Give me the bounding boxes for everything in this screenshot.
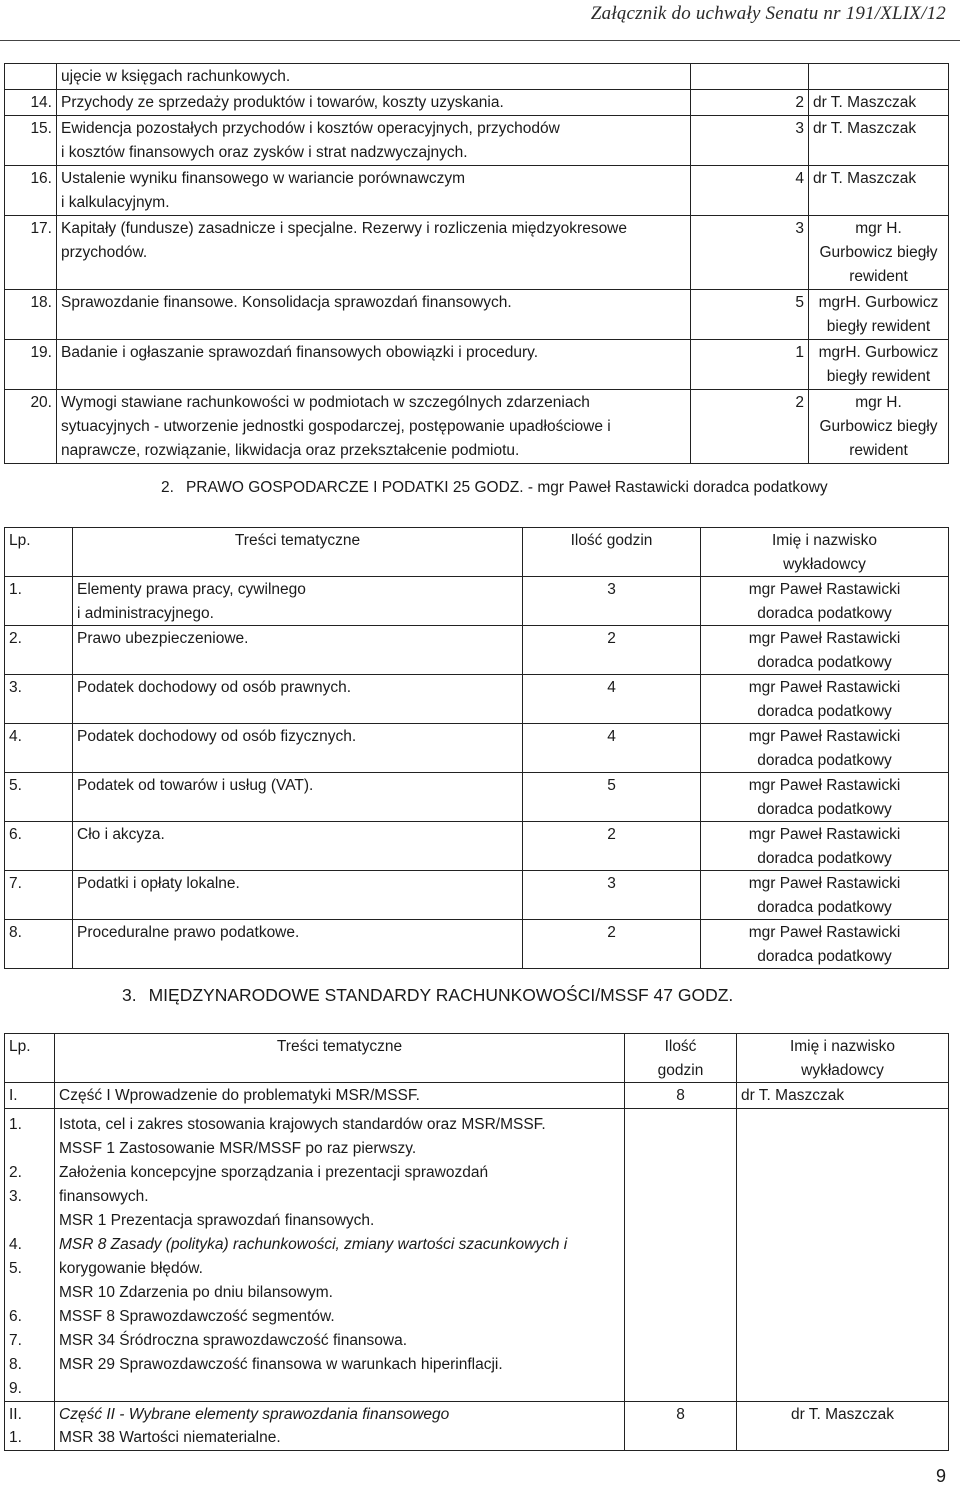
table-row: [5, 920, 949, 969]
course-table-2: [4, 527, 949, 969]
header-topic: Treści tematyczne: [73, 528, 523, 577]
row-hours: 1: [691, 340, 809, 390]
row-number: 1.: [5, 577, 73, 626]
row-hours: 2: [691, 90, 809, 116]
table-row: [5, 626, 949, 675]
part-topic: [55, 1401, 625, 1450]
row-lecturer: [809, 290, 949, 340]
topic-line: Ustalenie wyniku finansowego w wariancie porównawczym: [61, 170, 466, 187]
row-topic: [57, 116, 691, 166]
row-number: 16.: [5, 166, 57, 216]
lecturer-line: doradca podatkowy: [757, 800, 892, 818]
item-lecturer: [737, 1108, 949, 1401]
table-row: [5, 216, 949, 290]
row-hours: 3: [523, 871, 701, 920]
topic-line: i kosztów finansowych oraz zysków i strat nadzwyczajnych.: [61, 144, 468, 161]
lecturer-line: mgr Paweł Rastawicki: [748, 777, 901, 794]
item-line: Istota, cel i zakres stosowania krajowych standardów oraz MSR/MSSF.: [59, 1115, 546, 1133]
lecturer-line: mgrH. Gurbowicz: [818, 294, 939, 311]
table-row: [5, 116, 949, 166]
table-row: [5, 90, 949, 116]
row-number: 19.: [5, 340, 57, 390]
row-topic: Podatek dochodowy od osób prawnych.: [73, 675, 523, 724]
item-number: 4.: [9, 1235, 22, 1253]
topic-line: Wymogi stawiane rachunkowości w podmiotach w szczególnych zdarzeniach: [61, 394, 590, 411]
item-line: MSR 34 Śródroczna sprawozdawczość finansowa.: [59, 1331, 408, 1349]
item-number: [9, 1209, 50, 1233]
row-lecturer: [809, 390, 949, 464]
row-topic: [57, 166, 691, 216]
part-number: [5, 1401, 55, 1450]
row-hours: 3: [691, 116, 809, 166]
row-lecturer: [809, 64, 949, 90]
row-lecturer: [701, 626, 949, 675]
row-lecturer: [701, 773, 949, 822]
item-line: MSR 1 Prezentacja sprawozdań finansowych.: [59, 1211, 375, 1229]
item-number: 1.: [9, 1115, 22, 1133]
item-line: MSR 10 Zdarzenia po dniu bilansowym.: [59, 1283, 333, 1301]
part-lecturer: dr T. Maszczak: [737, 1083, 949, 1109]
topic-line: i administracyjnego.: [77, 604, 214, 622]
item-hours: [625, 1108, 737, 1401]
lecturer-line: mgr Paweł Rastawicki: [748, 875, 901, 892]
table-row: [5, 577, 949, 626]
lecturer-line: doradca podatkowy: [757, 653, 892, 671]
lecturer-line: mgrH. Gurbowicz: [818, 344, 939, 361]
row-number: 18.: [5, 290, 57, 340]
header-num: Lp.: [5, 528, 73, 577]
lecturer-line: doradca podatkowy: [757, 751, 892, 769]
row-lecturer: dr T. Maszczak: [809, 166, 949, 216]
item-line: MSR 29 Sprawozdawczość finansowa w warunkach hiperinflacji.: [59, 1355, 503, 1373]
header-topic: Treści tematyczne: [55, 1034, 625, 1083]
lecturer-line: doradca podatkowy: [757, 849, 892, 867]
row-number: 8.: [5, 920, 73, 969]
row-hours: 2: [691, 390, 809, 464]
row-number: 6.: [5, 822, 73, 871]
row-lecturer: [809, 340, 949, 390]
topic-line: Kapitały (fundusze) zasadnicze i specjalne. Rezerwy i rozliczenia międzyokresowe: [61, 220, 627, 237]
item-numbers: [5, 1108, 55, 1401]
course-table-3: [4, 1033, 949, 1451]
lecturer-line: mgr Paweł Rastawicki: [748, 728, 901, 745]
row-lecturer: [701, 822, 949, 871]
item-line: Założenia koncepcyjne sporządzania i prezentacji sprawozdań: [59, 1163, 489, 1181]
header-lecturer: [701, 528, 949, 577]
topic-line: przychodów.: [61, 244, 148, 261]
item-line: [59, 1377, 620, 1401]
table-row: [5, 166, 949, 216]
item-number: 3.: [9, 1187, 22, 1205]
page-number: 9: [935, 1466, 946, 1486]
lecturer-line: Gurbowicz biegły: [819, 244, 938, 261]
row-topic: Podatek od towarów i usług (VAT).: [73, 773, 523, 822]
topic-line: Elementy prawa pracy, cywilnego: [77, 581, 306, 598]
item-topics: [55, 1108, 625, 1401]
part-hours: 8: [625, 1401, 737, 1450]
item-line: korygowanie błędów.: [59, 1259, 203, 1277]
row-hours: 5: [691, 290, 809, 340]
lecturer-line: mgr H.: [855, 220, 902, 237]
row-topic: Sprawozdanie finansowe. Konsolidacja sprawozdań finansowych.: [57, 290, 691, 340]
lecturer-line: biegły rewident: [826, 368, 931, 385]
row-hours: 4: [523, 724, 701, 773]
row-topic: [57, 390, 691, 464]
row-hours: 2: [523, 626, 701, 675]
row-number: 17.: [5, 216, 57, 290]
item-number: 7.: [9, 1331, 22, 1349]
part-number: I.: [5, 1083, 55, 1109]
part-lecturer: dr T. Maszczak: [737, 1401, 949, 1450]
row-number: 15.: [5, 116, 57, 166]
part-topic-line: Część II - Wybrane elementy sprawozdania finansowego: [59, 1405, 450, 1423]
item-number: 5.: [9, 1259, 22, 1277]
item-line: MSSF 1 Zastosowanie MSR/MSSF po raz pierwszy.: [59, 1139, 417, 1157]
section-2-heading: [161, 479, 828, 497]
lecturer-line: mgr Paweł Rastawicki: [748, 679, 901, 696]
part-topic-line: MSR 38 Wartości niematerialne.: [59, 1429, 281, 1446]
part-hours: 8: [625, 1083, 737, 1109]
table-row: [5, 773, 949, 822]
table-row: [5, 64, 949, 90]
table-header-row: [5, 1034, 949, 1083]
row-lecturer: dr T. Maszczak: [809, 90, 949, 116]
row-hours: 4: [523, 675, 701, 724]
table-header-row: [5, 528, 949, 577]
header-lecturer-line: Imię i nazwisko: [789, 1038, 896, 1055]
item-number: 8.: [9, 1355, 22, 1373]
row-hours: 3: [691, 216, 809, 290]
row-number: 4.: [5, 724, 73, 773]
lecturer-line: Gurbowicz biegły: [819, 418, 938, 435]
header-hours: [625, 1034, 737, 1083]
row-topic: Badanie i ogłaszanie sprawozdań finansowych obowiązki i procedury.: [57, 340, 691, 390]
row-topic: [73, 577, 523, 626]
item-line: finansowych.: [59, 1187, 149, 1205]
lecturer-line: biegły rewident: [826, 318, 931, 335]
row-hours: 2: [523, 920, 701, 969]
part-items-row: [5, 1108, 949, 1401]
header-rule: [0, 40, 960, 41]
header-hours-line: Ilość: [664, 1038, 697, 1055]
part-topic: Część I Wprowadzenie do problematyki MSR/MSSF.: [55, 1083, 625, 1109]
header-lecturer-line: wykładowcy: [783, 555, 866, 573]
row-lecturer: [701, 920, 949, 969]
row-hours: 2: [523, 822, 701, 871]
row-number: 2.: [5, 626, 73, 675]
row-number: 14.: [5, 90, 57, 116]
item-number: 9.: [9, 1379, 22, 1397]
item-line: MSR 8 Zasady (polityka) rachunkowości, zmiany wartości szacunkowych i: [59, 1235, 568, 1253]
part-row: [5, 1401, 949, 1450]
lecturer-line: doradca podatkowy: [757, 604, 892, 622]
part-number-line: II.: [9, 1405, 22, 1423]
section-3-heading: [122, 985, 733, 1006]
table-row: [5, 675, 949, 724]
lecturer-line: doradca podatkowy: [757, 947, 892, 965]
table-row: [5, 822, 949, 871]
row-hours: 5: [523, 773, 701, 822]
topic-line: i kalkulacyjnym.: [61, 194, 170, 211]
lecturer-line: doradca podatkowy: [757, 898, 892, 916]
lecturer-line: rewident: [849, 268, 908, 285]
row-lecturer: [701, 871, 949, 920]
section-number: 3.: [122, 985, 137, 1005]
row-number: [5, 64, 57, 90]
row-number: 7.: [5, 871, 73, 920]
row-lecturer: [701, 724, 949, 773]
item-line: MSSF 8 Sprawozdawczość segmentów.: [59, 1307, 335, 1325]
lecturer-line: mgr Paweł Rastawicki: [748, 630, 901, 647]
course-table-1: [4, 63, 949, 464]
row-lecturer: [701, 577, 949, 626]
topic-line: naprawcze, rozwiązanie, likwidacja oraz przekształcenie podmiotu.: [61, 442, 520, 459]
table-row: [5, 340, 949, 390]
lecturer-line: mgr Paweł Rastawicki: [748, 924, 901, 941]
section-title: PRAWO GOSPODARCZE I PODATKI 25 GODZ. - mgr Paweł Rastawicki doradca podatkowy: [185, 479, 828, 496]
row-hours: 3: [523, 577, 701, 626]
header-lecturer-line: wykładowcy: [801, 1061, 884, 1079]
row-lecturer: dr T. Maszczak: [809, 116, 949, 166]
table-row: [5, 724, 949, 773]
item-number: 2.: [9, 1163, 22, 1181]
topic-line: Ewidencja pozostałych przychodów i kosztów operacyjnych, przychodów: [61, 120, 560, 137]
lecturer-line: doradca podatkowy: [757, 702, 892, 720]
header-lecturer-line: Imię i nazwisko: [771, 532, 878, 549]
row-topic: Proceduralne prawo podatkowe.: [73, 920, 523, 969]
header-num: Lp.: [5, 1034, 55, 1083]
row-topic: Prawo ubezpieczeniowe.: [73, 626, 523, 675]
row-hours: 4: [691, 166, 809, 216]
lecturer-line: rewident: [849, 442, 908, 459]
section-title: MIĘDZYNARODOWE STANDARDY RACHUNKOWOŚCI/MSSF 47 GODZ.: [148, 985, 734, 1005]
part-row: [5, 1083, 949, 1109]
item-number: [9, 1281, 50, 1305]
header-hours-line: godzin: [657, 1061, 704, 1079]
row-number: 20.: [5, 390, 57, 464]
row-topic: ujęcie w księgach rachunkowych.: [57, 64, 691, 90]
row-topic: Przychody ze sprzedaży produktów i towarów, koszty uzyskania.: [57, 90, 691, 116]
item-number: [9, 1137, 50, 1161]
lecturer-line: mgr Paweł Rastawicki: [748, 826, 901, 843]
header-hours: Ilość godzin: [523, 528, 701, 577]
table-row: [5, 871, 949, 920]
lecturer-line: mgr H.: [855, 394, 902, 411]
row-lecturer: [701, 675, 949, 724]
table-row: [5, 390, 949, 464]
row-number: 3.: [5, 675, 73, 724]
header-lecturer: [737, 1034, 949, 1083]
row-topic: Cło i akcyza.: [73, 822, 523, 871]
section-number: 2.: [161, 479, 174, 496]
part-number-line: 1.: [9, 1429, 22, 1446]
item-number: 6.: [9, 1307, 22, 1325]
row-topic: Podatek dochodowy od osób fizycznych.: [73, 724, 523, 773]
row-number: 5.: [5, 773, 73, 822]
topic-line: sytuacyjnych - utworzenie jednostki gospodarczej, postępowanie upadłościowe i: [61, 418, 611, 435]
row-topic: [57, 216, 691, 290]
row-topic: Podatki i opłaty lokalne.: [73, 871, 523, 920]
lecturer-line: mgr Paweł Rastawicki: [748, 581, 901, 598]
table-row: [5, 290, 949, 340]
row-lecturer: [809, 216, 949, 290]
document-header: Załącznik do uchwały Senatu nr 191/XLIX/12: [590, 3, 946, 24]
row-hours: [691, 64, 809, 90]
